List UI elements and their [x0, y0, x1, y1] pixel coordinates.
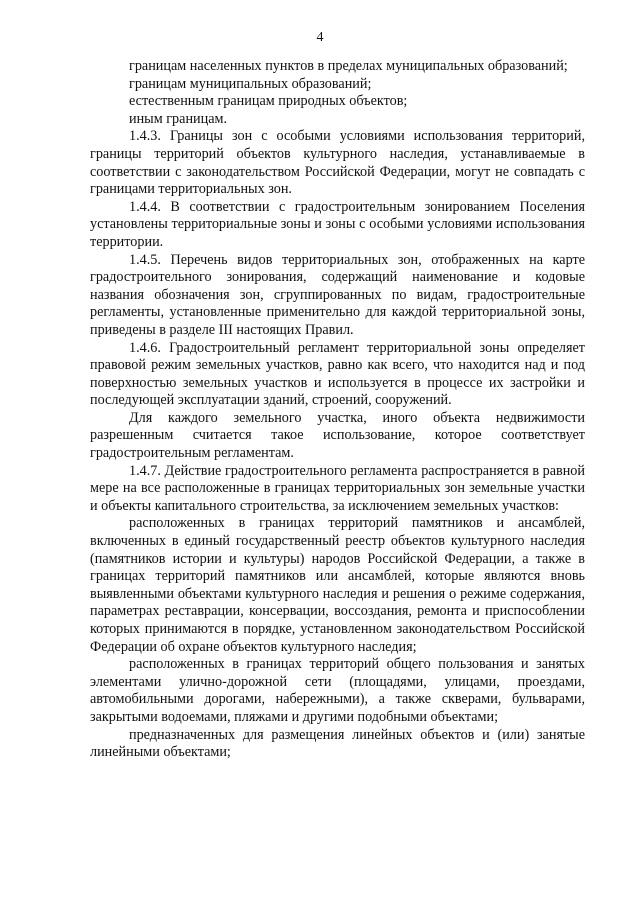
paragraph-1-4-3: 1.4.3. Границы зон с особыми условиями использования территорий, границы территорий объектов культурного наследия, устанавливаемые в соответствии с законодательством Российской Федерации, могут не совпадать с границами территориальных зон. — [90, 128, 585, 198]
paragraph-public-use: расположенных в границах территорий общего пользования и занятых элементами улично-дорожной сети (площадями, улицами, проездами, автомобильными дорогами, набережными), а также скверами, бульварами, закрытыми водоемами, пляжами и другими подобными объектами; — [90, 656, 585, 725]
paragraph-4: иным границам. — [129, 110, 228, 127]
paragraph-2: границам муниципальных образований; — [129, 75, 372, 92]
paragraph-1-4-7: 1.4.7. Действие градостроительного регламента распространяется в равной мере на все расположенные в границах территориальных зон земельные участки и объекты капитального строительства, за исключением земельных участков: — [90, 462, 585, 514]
paragraph-1: границам населенных пунктов в пределах муниципальных образований; — [129, 58, 568, 74]
paragraph-1-4-5: 1.4.5. Перечень видов территориальных зон, отображенных на карте градостроительного зонирования, содержащий наименование и кодовые названия обозначения зон, сгруппированных по видам, градостроительные регламенты, установленные применительно для каждой территориальной зоны, приведены в разделе III настоящих Правил. — [90, 251, 585, 338]
paragraph-permitted-use: Для каждого земельного участка, иного объекта недвижимости разрешенным считается такое использование, которое соответствует градостроительным регламентам. — [90, 409, 585, 462]
paragraph-1-4-4: 1.4.4. В соответствии с градостроительным зонированием Поселения установлены территориальные зоны и зоны с особыми условиями использования территории. — [90, 198, 585, 250]
paragraph-monuments: расположенных в границах территорий памятников и ансамблей, включенных в единый государственный реестр объектов культурного наследия (памятников истории и культуры) народов Российской Федерации, а также в границах территорий памятников или ансамблей, которые являются вновь выявленными объектами культурного наследия и решения о режиме содержания, параметрах реставрации, консервации, воссоздания, ремонта и приспособлении которых принимаются в порядке, установленном законодательством Российской Федерации об охране объектов культурного наследия; — [90, 515, 585, 655]
page-number: 4 — [316, 30, 324, 45]
paragraph-linear-objects: предназначенных для размещения линейных объектов и (или) занятые линейными объектами; — [90, 726, 585, 761]
paragraph-3: естественным границам природных объектов; — [129, 93, 408, 110]
paragraph-1-4-6: 1.4.6. Градостроительный регламент территориальной зоны определяет правовой режим земельных участков, равно как всего, что находится над и под поверхностью земельных участков и используется в процессе их застройки и последующей эксплуатации зданий, строений, сооружений. — [90, 339, 585, 409]
document-body — [90, 58, 585, 762]
